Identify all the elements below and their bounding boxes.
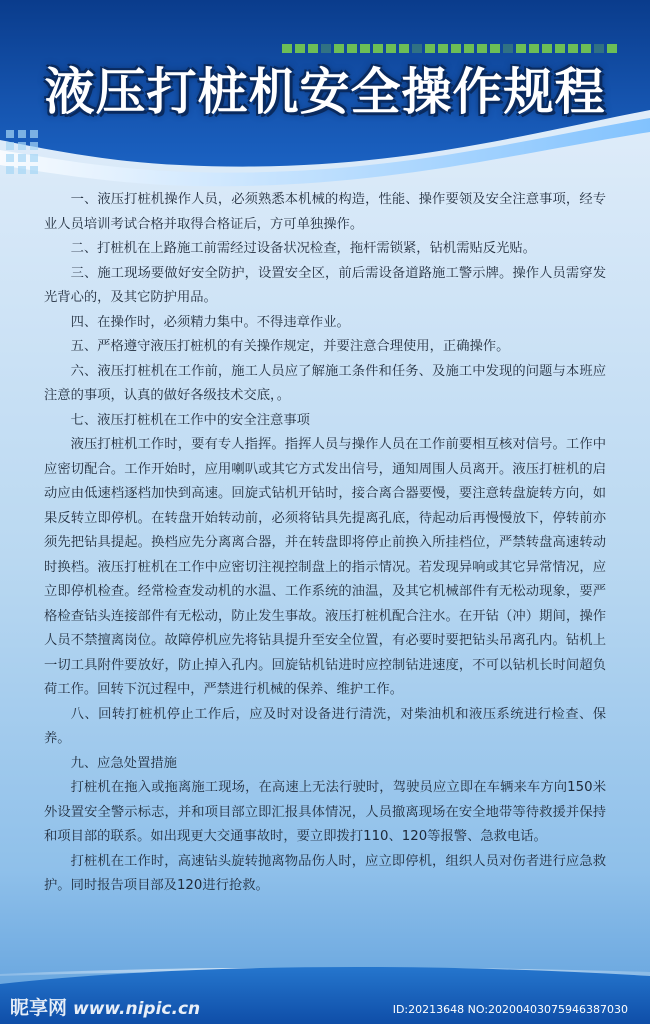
deco-side-square — [6, 142, 14, 150]
deco-side-square — [6, 130, 14, 138]
paragraph-5: 五、严格遵守液压打桩机的有关操作规定，并要注意合理使用，正确操作。 — [70, 339, 510, 354]
deco-side-square — [18, 166, 26, 174]
section-heading-9: 九、应急处置措施 — [70, 755, 177, 771]
paragraph-4: 四、在操作时，必须精力集中。不得违章作业。 — [70, 314, 350, 330]
deco-side-square — [30, 166, 38, 174]
deco-side-square — [30, 142, 38, 150]
decorative-side-squares — [6, 130, 38, 174]
deco-side-square — [18, 154, 26, 162]
deco-side-square — [18, 130, 26, 138]
deco-side-square — [30, 130, 38, 138]
watermark-site: www.nipic.cn — [73, 999, 201, 1019]
regulation-body — [44, 188, 606, 899]
paragraph-1: 一、液压打桩机操作人员，必须熟悉本机械的构造，性能、操作要领及安全注意事项，经专业人员培训考试合格并取得合格证后，方可单独操作。 — [44, 192, 606, 232]
deco-side-square — [6, 154, 14, 162]
paragraph-9-body-2: 打桩机在工作时，高速钻头旋转抛离物品伤人时，应立即停机，组织人员对伤者进行应急救护。同时报告项目部及120进行抢救。 — [44, 853, 606, 893]
paragraph-8: 八、回转打桩机停止工作后，应及时对设备进行清洗，对柴油机和液压系统进行检查、保养。 — [44, 706, 606, 746]
paragraph-3: 三、施工现场要做好安全防护，设置安全区，前后需设备道路施工警示牌。操作人员需穿发光背心的，及其它防护用品。 — [44, 265, 606, 305]
deco-side-square — [6, 166, 14, 174]
section-heading-7: 七、液压打桩机在工作中的安全注意事项 — [70, 412, 310, 428]
deco-side-square — [30, 154, 38, 162]
paragraph-6: 六、液压打桩机在工作前，施工人员应了解施工条件和任务、及施工中发现的问题与本班应注意的事项，认真的做好各级技术交底，。 — [44, 363, 606, 403]
paragraph-7-body: 液压打桩机工作时，要有专人指挥。指挥人员与操作人员在工作前要相互核对信号。工作中应密切配合。工作开始时，应用喇叭或其它方式发出信号，通知周围人员离开。液压打桩机的启动应由低速档逐档加快到高速。回旋式钻机开钻时，接合离合器要慢，要注意转盘旋转方向，如果反转立即停机。在转盘开始转动前，必须将钻具先提离孔底，待起动后再慢慢放下，停转前亦须先把钻具提起。换档应先分离离合器，并在转盘即将停止前换入所挂档位，严禁转盘高速转动时换档。液压打桩机在工作中应密切注视控制盘上的指示情况。若发现异响或其它异常情况，应立即停机检查。经常检查发动机的水温、工作系统的油温，及其它机械部件有无松动现象，要严格检查钻头连接部件有无松动，防止发生事故。液压打桩机配合注水。在开钻（冲）期间，操作人员不禁擅离岗位。故障停机应先将钻具提升至安全位置，有必要时要把钻头吊离孔内。钻机上一切工具附件要放好，防止掉入孔内。回旋钻机钻进时应控制钻进速度，不可以钻机长时间超负荷工作。回转下沉过程中，严禁进行机械的保养、维护工作。 — [44, 437, 606, 697]
watermark-logo — [10, 993, 200, 1020]
page-title: 液压打桩机安全操作规程 — [44, 62, 606, 121]
paragraph-2: 二、打桩机在上路施工前需经过设备状况检查，拖杆需锁紧，钻机需贴反光贴。 — [70, 241, 536, 256]
image-id-label: ID:20213648 NO:20200403075946387030 — [392, 1003, 628, 1016]
deco-side-square — [18, 142, 26, 150]
watermark-brand: 昵享网 — [10, 997, 68, 1019]
paragraph-9-body-1: 打桩机在拖入或拖离施工现场，在高速上无法行驶时，驾驶员应立即在车辆来车方向150米外设置安全警示标志，并和项目部立即汇报具体情况，人员撤离现场在安全地带等待救援并保持和项目部的联系。如出现更大交通事故时，要立即拨打110、120等报警、急救电话。 — [44, 780, 606, 844]
